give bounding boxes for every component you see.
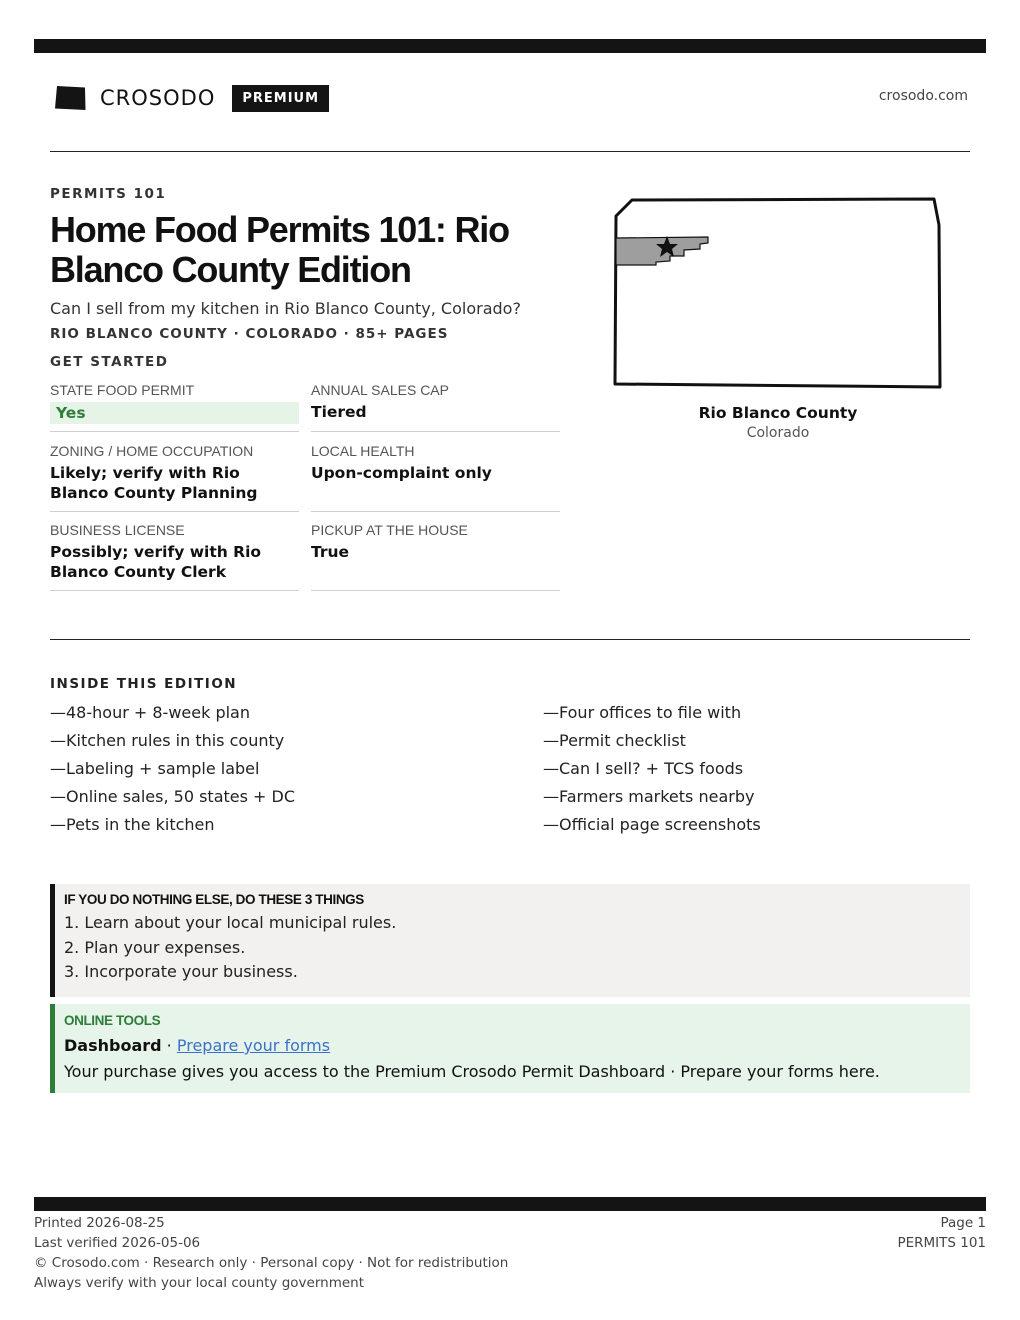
section-divider xyxy=(50,639,970,640)
printed-date: Printed 2026-08-25 xyxy=(34,1215,165,1231)
fact-label: LOCAL HEALTH xyxy=(311,443,415,459)
list-item: —Online sales, 50 states + DC xyxy=(50,787,296,806)
footer-section: PERMITS 101 xyxy=(897,1235,986,1251)
separator: · xyxy=(161,1036,177,1055)
map-caption xyxy=(612,404,944,441)
disclaimer: Always verify with your local county government xyxy=(34,1275,364,1291)
page-title: Home Food Permits 101: Rio Blanco County Edition xyxy=(50,209,509,290)
footer-right xyxy=(897,1213,986,1253)
list-item: —Kitchen rules in this county xyxy=(50,731,285,750)
premium-badge: PREMIUM xyxy=(232,85,329,112)
verified-date: Last verified 2026-05-06 xyxy=(34,1235,201,1251)
county-locator-map xyxy=(612,197,944,391)
page-number: Page 1 xyxy=(940,1215,986,1231)
list-item: —48-hour + 8-week plan xyxy=(50,703,250,722)
inside-list-right xyxy=(543,702,761,842)
list-item: —Farmers markets nearby xyxy=(543,787,755,806)
three-things-callout xyxy=(50,884,970,997)
site-url[interactable]: crosodo.com xyxy=(878,88,968,104)
list-item: —Pets in the kitchen xyxy=(50,815,215,834)
fact-annual-sales-cap xyxy=(311,382,560,432)
list-item: —Official page screenshots xyxy=(543,815,761,834)
fact-value: Likely; verify with Rio Blanco County Planning xyxy=(50,464,258,502)
callout-title: ONLINE TOOLS xyxy=(64,1013,161,1028)
fact-label: ZONING / HOME OCCUPATION xyxy=(50,443,254,459)
fact-label: ANNUAL SALES CAP xyxy=(311,382,449,398)
fact-value: True xyxy=(311,543,350,561)
fact-business-license xyxy=(50,522,299,591)
copyright: © Crosodo.com · Research only · Personal copy · Not for redistribution xyxy=(34,1255,509,1271)
brand[interactable] xyxy=(54,83,329,113)
get-started-heading: GET STARTED xyxy=(50,354,169,370)
callout-title: IF YOU DO NOTHING ELSE, DO THESE 3 THINGS xyxy=(64,892,364,907)
brand-name: CROSODO xyxy=(100,86,216,110)
fact-value: Possibly; verify with Rio Blanco County Clerk xyxy=(50,543,262,581)
list-item: —Can I sell? + TCS foods xyxy=(543,759,744,778)
inside-heading: INSIDE THIS EDITION xyxy=(50,676,238,692)
fact-value: Upon-complaint only xyxy=(311,464,492,482)
header-divider xyxy=(50,151,970,152)
list-item: 1. Learn about your local municipal rules. xyxy=(64,913,397,932)
list-item: 3. Incorporate your business. xyxy=(64,962,298,981)
fact-value: Tiered xyxy=(311,403,367,421)
fact-pickup xyxy=(311,522,560,591)
fact-label: PICKUP AT THE HOUSE xyxy=(311,522,468,538)
fact-state-food-permit xyxy=(50,382,299,432)
fact-zoning xyxy=(50,443,299,512)
colorado-shape-icon xyxy=(54,85,87,111)
fact-value: Yes xyxy=(50,402,299,424)
fact-label: BUSINESS LICENSE xyxy=(50,522,185,538)
list-item: 2. Plan your expenses. xyxy=(64,937,246,957)
inside-list-left xyxy=(50,702,295,842)
list-item: —Permit checklist xyxy=(543,731,686,750)
footer-bar xyxy=(34,1197,986,1211)
colorado-outline xyxy=(615,199,940,387)
list-item: —Four offices to file with xyxy=(543,703,742,722)
page-subtitle: Can I sell from my kitchen in Rio Blanco County, Colorado? xyxy=(50,299,521,318)
prepare-forms-link[interactable]: Prepare your forms xyxy=(176,1036,331,1055)
footer-left xyxy=(34,1213,508,1293)
dashboard-description: Your purchase gives you access to the Premium Crosodo Permit Dashboard · Prepare your forms here. xyxy=(64,1062,880,1081)
edition-meta: RIO BLANCO COUNTY · COLORADO · 85+ PAGES xyxy=(50,326,449,342)
fact-local-health xyxy=(311,443,560,512)
map-state-name: Colorado xyxy=(746,425,810,441)
fact-label: STATE FOOD PERMIT xyxy=(50,382,195,398)
dashboard-label: Dashboard xyxy=(64,1036,162,1055)
section-eyebrow: PERMITS 101 xyxy=(50,186,167,202)
dashboard-row xyxy=(64,1033,970,1059)
list-item: —Labeling + sample label xyxy=(50,759,260,778)
map-county-name: Rio Blanco County xyxy=(698,404,858,422)
online-tools-callout xyxy=(50,1004,970,1093)
top-bar xyxy=(34,39,986,53)
